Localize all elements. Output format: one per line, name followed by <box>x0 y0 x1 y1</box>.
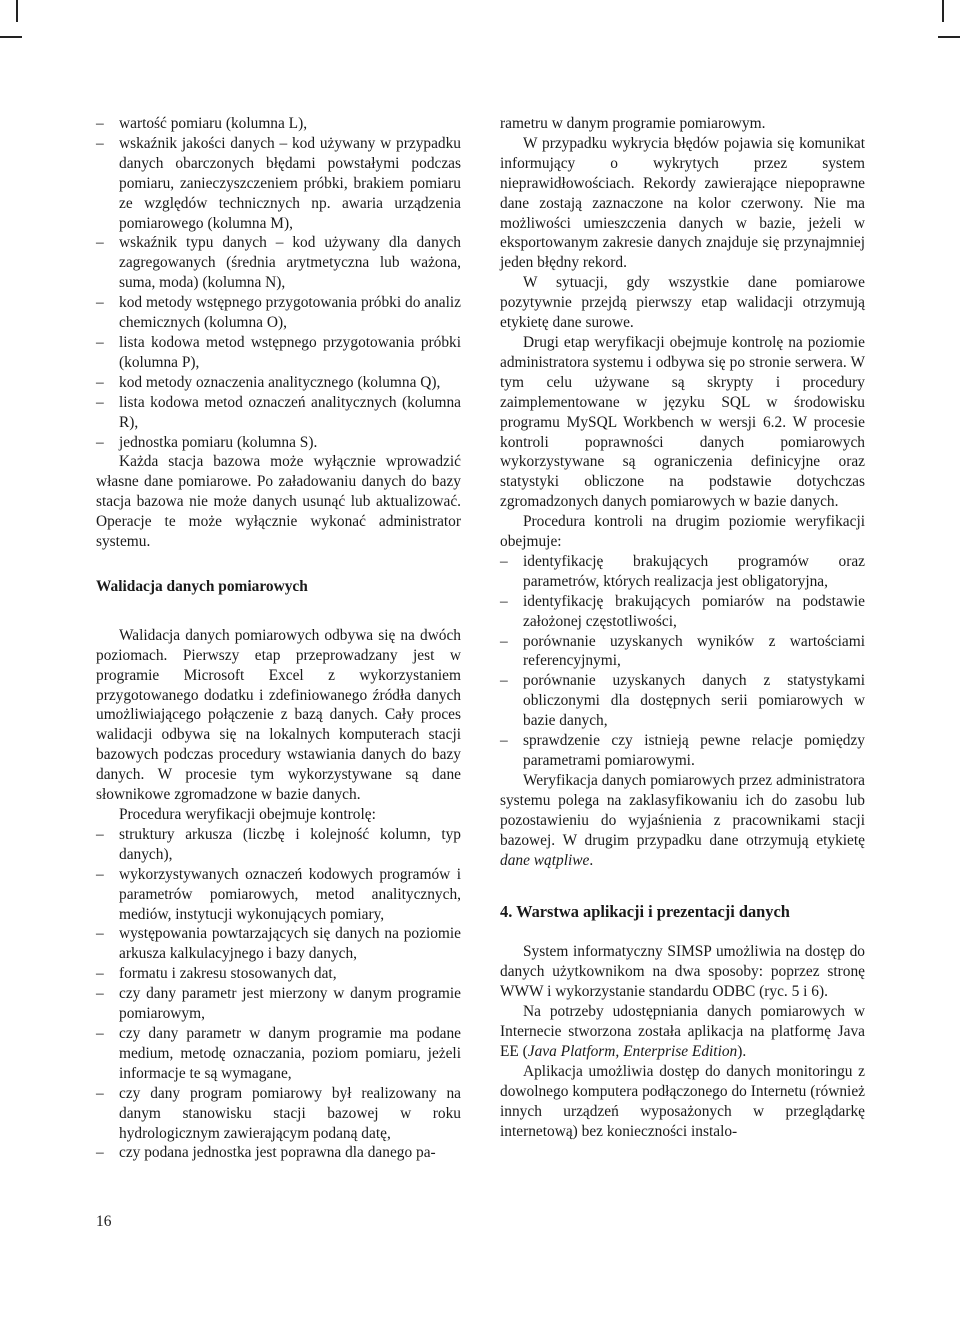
right-column <box>500 114 865 1141</box>
list-item: – identyfikację brakujących programów oraz parametrów, których realizacja jest obligatoryjna, <box>500 552 865 592</box>
paragraph-java-end: ). <box>737 1042 747 1060</box>
paragraph-station: Każda stacja bazowa może wyłącznie wprowadzić własne dane pomiarowe. Po załadowaniu danych do bazy stacja bazowa nie może danych usunąć lub aktualizować. Operacje te może wyłącznie wykonać administrator systemu. <box>96 453 461 551</box>
list-item: – wykorzystywanych oznaczeń kodowych programów i parametrów pomiarowych, metod analitycznych, mediów, instytucji wykonujących pomiary, <box>96 865 461 925</box>
crop-mark-top-right-h <box>938 36 960 38</box>
crop-mark-top-left-h <box>0 36 22 38</box>
paragraph-validation: Walidacja danych pomiarowych odbywa się na dwóch poziomach. Pierwszy etap przeprowadzany jest w programie Microsoft Excel z wykorzystaniem przygotowanego dodatku i zdefiniowanego źródła danych umożliwiającego połączenie z bazą danych. Cały proces walidacji odbywa się na lokalnych komputerach stacji bazowych podczas procedury wstawiania danych do bazy danych. W procesie tym wykorzystywane są dane słownikowe zgromadzone w bazie danych. <box>96 626 461 804</box>
paragraph-admin-emphasis: dane wątpliwe <box>500 851 590 869</box>
list-item: – czy dany parametr jest mierzony w danym programie pomiarowym, <box>96 984 461 1024</box>
list-item: – wartość pomiaru (kolumna L), <box>96 114 461 134</box>
section-heading: 4. Warstwa aplikacji i prezentacji danych <box>500 902 790 922</box>
page-number: 16 <box>96 1213 112 1230</box>
paragraph-java <box>500 1002 865 1062</box>
paragraph-admin-end: . <box>589 851 594 869</box>
list-item: – sprawdzenie czy istnieją pewne relacje pomiędzy parametrami pomiarowymi. <box>500 731 865 771</box>
subheading-validation: Walidacja danych pomiarowych <box>96 577 308 595</box>
list-item: – formatu i zakresu stosowanych dat, <box>96 964 461 984</box>
list-item: – wskaźnik typu danych – kod używany dla danych zagregowanych (średnia arytmetyczna lub ważona, suma, moda) (kolumna N), <box>96 233 461 293</box>
paragraph-raw-data: W sytuacji, gdy wszystkie dane pomiarowe pozytywnie przejdą pierwszy etap walidacji otrzymują etykietę dane surowe. <box>500 274 865 332</box>
list-item: – struktury arkusza (liczbę i kolejność kolumn, typ danych), <box>96 825 461 865</box>
paragraph-procedure: Procedura weryfikacji obejmuje kontrolę: <box>119 806 376 823</box>
paragraph-control: Procedura kontroli na drugim poziomie weryfikacji obejmuje: <box>500 513 865 551</box>
list-item: – porównanie uzyskanych danych z statystykami obliczonymi dla dostępnych serii pomiarowych w bazie danych, <box>500 671 865 731</box>
list-item: – kod metody oznaczenia analitycznego (kolumna Q), <box>96 373 461 393</box>
list-item: – czy podana jednostka jest poprawna dla danego pa- <box>96 1143 461 1163</box>
paragraph-admin-text: Weryfikacja danych pomiarowych przez administratora systemu polega na zaklasyfikowaniu ich do zasobu lub pozostawieniu do wyjaśnienia z pracownikami stacji bazowej. W drugim przypadku dane otrzymują etykietę <box>500 771 865 849</box>
paragraph-continuation: rametru w danym programie pomiarowym. <box>500 115 766 132</box>
paragraph-admin <box>500 771 865 871</box>
list-checks <box>96 825 461 1163</box>
list-item: – porównanie uzyskanych wyników z wartościami referencyjnymi, <box>500 632 865 672</box>
list-item: – lista kodowa metod wstępnego przygotowania próbki (kolumna P), <box>96 333 461 373</box>
list-item: – jednostka pomiaru (kolumna S). <box>96 433 461 453</box>
left-column <box>96 114 461 1163</box>
list-item: – lista kodowa metod oznaczeń analitycznych (kolumna R), <box>96 393 461 433</box>
paragraph-second-stage: Drugi etap weryfikacji obejmuje kontrolę na poziomie administratora systemu i odbywa się po stronie serwera. W tym celu używane są skrypty i procedury zaimplementowane w języku SQL w środowisku programu MySQL Workbench w wersji 6.2. W procesie kontroli poprawności danych pomiarowych wykorzystywane są ograniczenia definicyjne oraz statystyki obliczone na podstawie dotychczas zgromadzonych danych pomiarowych w bazie danych. <box>500 333 865 511</box>
list-item: – kod metody wstępnego przygotowania próbki do analiz chemicznych (kolumna O), <box>96 293 461 333</box>
paragraph-simsp: System informatyczny SIMSP umożliwia na dostęp do danych użytkownikom na dwa sposoby: poprzez stronę WWW i wykorzystanie standardu ODBC (ryc. 5 i 6). <box>500 943 865 1001</box>
list-item: – występowania powtarzających się danych na poziomie arkusza kalkulacyjnego i bazy danych, <box>96 924 461 964</box>
crop-mark-top-left <box>16 0 18 22</box>
paragraph-application: Aplikacja umożliwia dostęp do danych monitoringu z dowolnego komputera podłączonego do Internetu (również innych urządzeń wyposażonych w przeglądarkę internetową) bez konieczności instalo- <box>500 1062 865 1140</box>
list-item: – czy dany parametr w danym programie ma podane medium, metodę oznaczania, poziom pomiaru, jeżeli informacje te są wymagane, <box>96 1024 461 1084</box>
list-columns <box>96 114 461 452</box>
paragraph-java-text: Na potrzeby udostępniania danych pomiarowych w Internecie stworzona została aplikacja na platformę Java EE ( <box>500 1003 865 1060</box>
paragraph-java-emphasis: Java Platform, Enterprise Edition <box>527 1042 738 1060</box>
list-item: – identyfikację brakujących pomiarów na podstawie założonej częstotliwości, <box>500 592 865 632</box>
list-item: – wskaźnik jakości danych – kod używany w przypadku danych obarczonych błędami powstałymi podczas pomiaru, zanieczyszczeniem próbki, brakiem pomiaru ze względów technicznych np. awaria urządzenia pomiarowego (kolumna M), <box>96 134 461 234</box>
list-item: – czy dany program pomiarowy był realizowany na danym stanowisku stacji bazowej w roku hydrologicznym zawierającym podaną datę, <box>96 1084 461 1144</box>
paragraph-errors: W przypadku wykrycia błędów pojawia się komunikat informujący o wykrytych przez system nieprawidłowościach. Rekordy zawierające niepoprawne dane zostają zaznaczone na kolor czerwony. Nie ma możliwości umieszczenia danych w bazie, jeżeli w eksportowanym zakresie danych znajduje się przynajmniej jeden błędny rekord. <box>500 134 865 272</box>
list-control <box>500 552 865 771</box>
crop-mark-top-right <box>942 0 944 22</box>
